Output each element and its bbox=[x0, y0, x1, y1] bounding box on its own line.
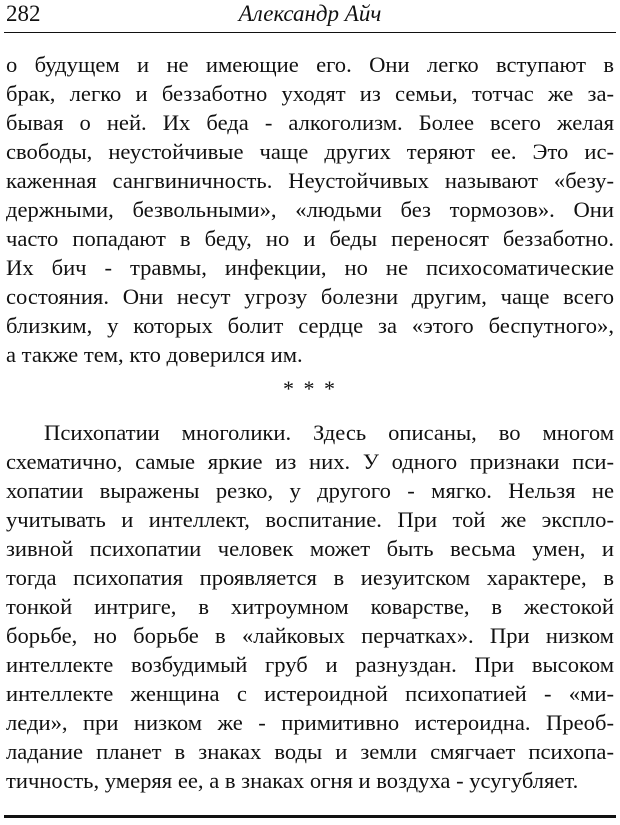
text-line: часто попадают в беду, но и беды переносят беззаботно. bbox=[6, 226, 614, 251]
text-line: Психопатии многолики. Здесь описаны, во многом bbox=[44, 420, 614, 445]
text-line: учитывать и интеллект, воспитание. При той же эксплo- bbox=[6, 507, 614, 532]
text-line: состояния. Они несут угрозу болезни другим, чаще всего bbox=[6, 284, 614, 309]
text-line: свободы, неустойчивые чаще других теряют ее. Это ис- bbox=[6, 139, 614, 164]
text-line: леди», при низком же - примитивно истероидна. Преоб- bbox=[6, 710, 614, 735]
page-number: 282 bbox=[6, 1, 41, 26]
paragraph-1 bbox=[6, 50, 614, 369]
text-line: близким, у которых болит сердце за «этого беспутного», bbox=[6, 313, 614, 338]
text-line: интеллекте женщина с истероидной психопатией - «ми- bbox=[6, 681, 614, 706]
text-line: каженная сангвиничность. Неустойчивых называют «безу- bbox=[6, 168, 614, 193]
text-line: Их бич - травмы, инфекции, но не психосоматические bbox=[6, 255, 614, 280]
text-line: бывая о ней. Их беда - алкоголизм. Более всего желая bbox=[6, 110, 614, 135]
text-line: а также тем, кто доверился им. bbox=[6, 342, 303, 367]
section-separator: * * * bbox=[283, 376, 337, 401]
text-line: тонкой интриге, в хитроумном коварстве, в жестокой bbox=[6, 594, 614, 619]
running-title: Александр Айч bbox=[238, 1, 382, 26]
text-line: интеллекте возбудимый груб и разнуздан. При высоком bbox=[6, 652, 614, 677]
text-line: тогда психопатия проявляется в иезуитском характере, в bbox=[6, 565, 614, 590]
text-line: о будущем и не имеющие его. Они легко вступают в bbox=[6, 52, 614, 77]
text-line: борьбе, но борьбе в «лайковых перчатках». При низком bbox=[6, 623, 614, 648]
text-line: хопатии выражены резко, у другого - мягко. Нельзя не bbox=[6, 478, 614, 503]
text-line: зивной психопатии человек может быть весьма умен, и bbox=[6, 536, 614, 561]
header-rule bbox=[4, 32, 616, 33]
text-line: держными, безвольными», «людьми без тормозов». Они bbox=[6, 197, 614, 222]
text-line: схематично, самые яркие из них. У одного признаки пси- bbox=[6, 449, 614, 474]
text-line: брак, легко и беззаботно уходят из семьи, тотчас же за- bbox=[6, 81, 614, 106]
page-header bbox=[4, 0, 616, 32]
text-line: ладание планет в знаках воды и земли смягчает психопа- bbox=[6, 739, 614, 764]
footer-rule bbox=[4, 815, 616, 818]
paragraph-2 bbox=[6, 418, 614, 795]
text-line: тичность, умеряя ее, а в знаках огня и воздуха - усугубляет. bbox=[6, 768, 579, 793]
